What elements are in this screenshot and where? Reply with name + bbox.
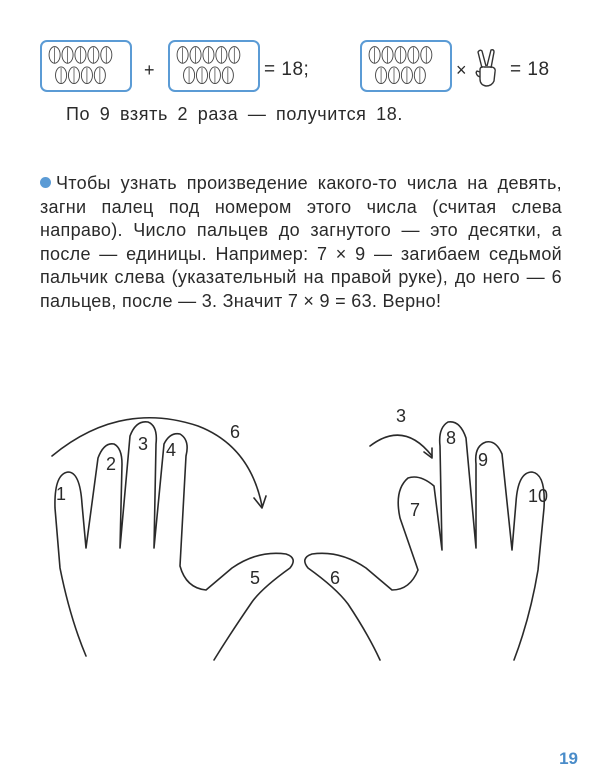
page-number: 19 [559,749,578,768]
finger-number-10: 10 [528,486,549,506]
equation-result-2: = 18 [510,59,550,80]
equation-result-1: = 18; [264,59,310,80]
finger-number-8: 8 [446,428,457,448]
finger-number-2: 2 [106,454,117,474]
finger-number-1: 1 [56,484,67,504]
instruction-paragraph [40,172,562,314]
finger-number-7: 7 [410,500,421,520]
hands-illustration [0,398,600,698]
leaf-group-box [168,40,260,92]
arrow-label-left: 6 [230,422,241,442]
arrow-head [424,448,432,458]
right-hand-outline [305,422,544,660]
equation-row [40,40,570,96]
times-sign: × [456,60,467,80]
finger-number-6: 6 [330,568,341,588]
leaf-icon [362,42,450,90]
example-sentence: По 9 взять 2 раза — получится 18. [66,104,403,124]
plus-sign: + [144,60,155,80]
bullet-icon [40,177,51,188]
leaf-group-box [40,40,132,92]
finger-number-4: 4 [166,440,177,460]
leaf-icon [42,42,130,90]
finger-number-9: 9 [478,450,489,470]
instruction-text: Чтобы узнать произведение какого-то числа на девять, загни палец под номером этого числа (считая слева направо). Число пальцев до загнутого — это десятки, а после — единицы. Например: 7 × 9 — загибаем седьмой пальчик слева (указательный на правой руке), до него — 6 пальцев, после — 3. Значит 7 × 9 = 63. Верно! [40,173,562,311]
victory-hand-icon [474,48,502,88]
finger-number-3: 3 [138,434,149,454]
leaf-group-box [360,40,452,92]
curved-arrow-icon [370,435,432,456]
arrow-label-right: 3 [396,406,407,426]
leaf-icon [170,42,258,90]
finger-number-5: 5 [250,568,261,588]
